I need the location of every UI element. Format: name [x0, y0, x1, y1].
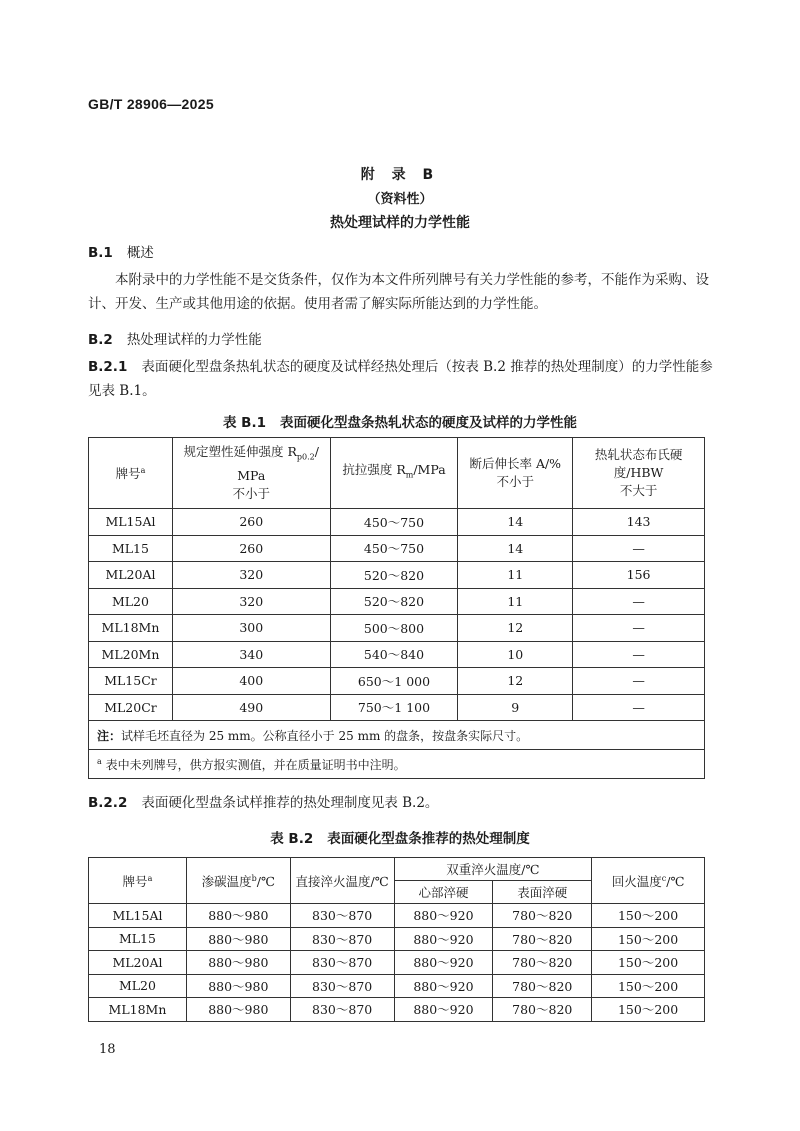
- header-grade: 牌号$^a$: [89, 438, 173, 509]
- caption-number: 表 B.1: [222, 415, 266, 431]
- cell-grade: ML18Mn: [89, 615, 173, 642]
- cell-direct: 830～870: [290, 904, 394, 928]
- cell-rm: 520～820: [330, 562, 458, 589]
- cell-grade: ML20Cr: [89, 694, 173, 721]
- table-row: [89, 998, 705, 1022]
- cell-rp: 260: [172, 509, 330, 536]
- annex-name: 热处理试样的力学性能: [330, 215, 470, 231]
- table-row: [89, 694, 705, 721]
- cell-temper: 150～200: [592, 951, 705, 975]
- table-row: [89, 509, 705, 536]
- cell-carb: 880～980: [186, 904, 290, 928]
- annex-title: 附 录 B: [360, 167, 440, 183]
- clause-number: B.2.2: [88, 795, 128, 811]
- cell-hbw: —: [573, 535, 705, 562]
- section-number: B.1: [88, 245, 113, 261]
- table-row: [89, 951, 705, 975]
- table-b2-caption: [0, 827, 800, 847]
- table-note: 注：试样毛坯直径为 25 mm。公称直径小于 25 mm 的盘条，按盘条实际尺寸。: [89, 721, 705, 750]
- cell-surface: 780～820: [493, 904, 592, 928]
- cell-a: 9: [458, 694, 573, 721]
- caption-text: 表面硬化型盘条推荐的热处理制度: [327, 831, 530, 847]
- clause-number: B.2.1: [88, 359, 128, 375]
- table-row: [89, 535, 705, 562]
- header-yield-strength: 规定塑性延伸强度 $R_{p0.2}/$ MPa 不小于: [172, 438, 330, 509]
- cell-hbw: 143: [573, 509, 705, 536]
- cell-grade: ML20Al: [89, 951, 187, 975]
- cell-rm: 450～750: [330, 509, 458, 536]
- cell-grade: ML20Mn: [89, 641, 173, 668]
- cell-grade: ML20: [89, 974, 187, 998]
- header-hardness: 热轧状态布氏硬度/HBW 不大于: [573, 438, 705, 509]
- section-title: 概述: [126, 245, 154, 261]
- cell-core: 880～920: [394, 904, 493, 928]
- cell-grade: ML20Al: [89, 562, 173, 589]
- cell-rm: 500～800: [330, 615, 458, 642]
- cell-a: 12: [458, 615, 573, 642]
- cell-a: 10: [458, 641, 573, 668]
- page-number: 18: [99, 1042, 116, 1057]
- cell-rp: 260: [172, 535, 330, 562]
- cell-rp: 320: [172, 588, 330, 615]
- cell-grade: ML20: [89, 588, 173, 615]
- header-direct-quench: 直接淬火温度/℃: [290, 858, 394, 904]
- table-row: [89, 562, 705, 589]
- section-b1-paragraph: 本附录中的力学性能不是交货条件，仅作为本文件所列牌号有关力学性能的参考，不能作为采购、设计、开发、生产或其他用途的依据。使用者需了解实际所能达到的力学性能。: [88, 272, 709, 312]
- caption-text: 表面硬化型盘条热轧状态的硬度及试样的力学性能: [280, 415, 577, 431]
- standard-header: GB/T 28906—2025: [88, 96, 214, 112]
- header-core-hardening: 心部淬硬: [394, 881, 493, 904]
- cell-direct: 830～870: [290, 998, 394, 1022]
- cell-rp: 340: [172, 641, 330, 668]
- cell-temper: 150～200: [592, 998, 705, 1022]
- cell-rp: 490: [172, 694, 330, 721]
- cell-temper: 150～200: [592, 904, 705, 928]
- section-title: 热处理试样的力学性能: [126, 332, 262, 348]
- cell-hbw: —: [573, 694, 705, 721]
- cell-surface: 780～820: [493, 927, 592, 951]
- table-b1: [88, 437, 705, 779]
- cell-grade: ML15: [89, 927, 187, 951]
- header-elongation: 断后伸长率 A/% 不小于: [458, 438, 573, 509]
- table-header-row: [89, 438, 705, 509]
- cell-grade: ML18Mn: [89, 998, 187, 1022]
- header-carburizing: 渗碳温度$^b$/℃: [186, 858, 290, 904]
- section-b1-heading: [88, 241, 154, 261]
- cell-a: 11: [458, 562, 573, 589]
- cell-core: 880～920: [394, 974, 493, 998]
- header-surface-hardening: 表面淬硬: [493, 881, 592, 904]
- annex-type: （资料性）: [367, 192, 433, 207]
- header-tensile-strength: 抗拉强度 $R_m$/MPa: [330, 438, 458, 509]
- caption-number: 表 B.2: [270, 831, 314, 847]
- cell-rm: 750～1 100: [330, 694, 458, 721]
- table-row: [89, 668, 705, 695]
- cell-hbw: 156: [573, 562, 705, 589]
- section-b2-heading: [88, 328, 262, 348]
- table-footnote: $^a$ 表中未列牌号，供方报实测值，并在质量证明书中注明。: [89, 750, 705, 779]
- table-row: [89, 974, 705, 998]
- table-row: [89, 904, 705, 928]
- cell-carb: 880～980: [186, 951, 290, 975]
- cell-a: 12: [458, 668, 573, 695]
- cell-rm: 650～1 000: [330, 668, 458, 695]
- cell-a: 14: [458, 535, 573, 562]
- header-double-quench: 双重淬火温度/℃: [394, 858, 592, 881]
- cell-hbw: —: [573, 641, 705, 668]
- cell-grade: ML15Cr: [89, 668, 173, 695]
- cell-carb: 880～980: [186, 974, 290, 998]
- cell-core: 880～920: [394, 927, 493, 951]
- cell-temper: 150～200: [592, 927, 705, 951]
- cell-direct: 830～870: [290, 951, 394, 975]
- cell-surface: 780～820: [493, 974, 592, 998]
- table-b2: [88, 857, 705, 1022]
- cell-surface: 780～820: [493, 998, 592, 1022]
- table-row: [89, 615, 705, 642]
- clause-b21: [88, 355, 713, 403]
- table-header-row: [89, 858, 705, 881]
- cell-hbw: —: [573, 588, 705, 615]
- table-row: [89, 927, 705, 951]
- cell-hbw: —: [573, 668, 705, 695]
- header-tempering: 回火温度$^c$/℃: [592, 858, 705, 904]
- cell-core: 880～920: [394, 998, 493, 1022]
- table-row: [89, 641, 705, 668]
- table-b1-caption: [0, 411, 800, 431]
- cell-rp: 400: [172, 668, 330, 695]
- clause-b22: [88, 791, 713, 815]
- cell-rm: 450～750: [330, 535, 458, 562]
- cell-rm: 520～820: [330, 588, 458, 615]
- cell-carb: 880～980: [186, 927, 290, 951]
- cell-temper: 150～200: [592, 974, 705, 998]
- cell-direct: 830～870: [290, 974, 394, 998]
- cell-grade: ML15Al: [89, 904, 187, 928]
- cell-rp: 320: [172, 562, 330, 589]
- cell-surface: 780～820: [493, 951, 592, 975]
- cell-core: 880～920: [394, 951, 493, 975]
- header-grade: 牌号$^a$: [89, 858, 187, 904]
- clause-text: 表面硬化型盘条试样推荐的热处理制度见表 B.2。: [141, 795, 439, 811]
- cell-direct: 830～870: [290, 927, 394, 951]
- section-number: B.2: [88, 332, 113, 348]
- cell-rp: 300: [172, 615, 330, 642]
- cell-carb: 880～980: [186, 998, 290, 1022]
- cell-hbw: —: [573, 615, 705, 642]
- cell-rm: 540～840: [330, 641, 458, 668]
- cell-grade: ML15: [89, 535, 173, 562]
- table-row: [89, 588, 705, 615]
- clause-text: 表面硬化型盘条热轧状态的硬度及试样经热处理后（按表 B.2 推荐的热处理制度）的力学性能参见表 B.1。: [88, 359, 713, 399]
- cell-grade: ML15Al: [89, 509, 173, 536]
- cell-a: 11: [458, 588, 573, 615]
- cell-a: 14: [458, 509, 573, 536]
